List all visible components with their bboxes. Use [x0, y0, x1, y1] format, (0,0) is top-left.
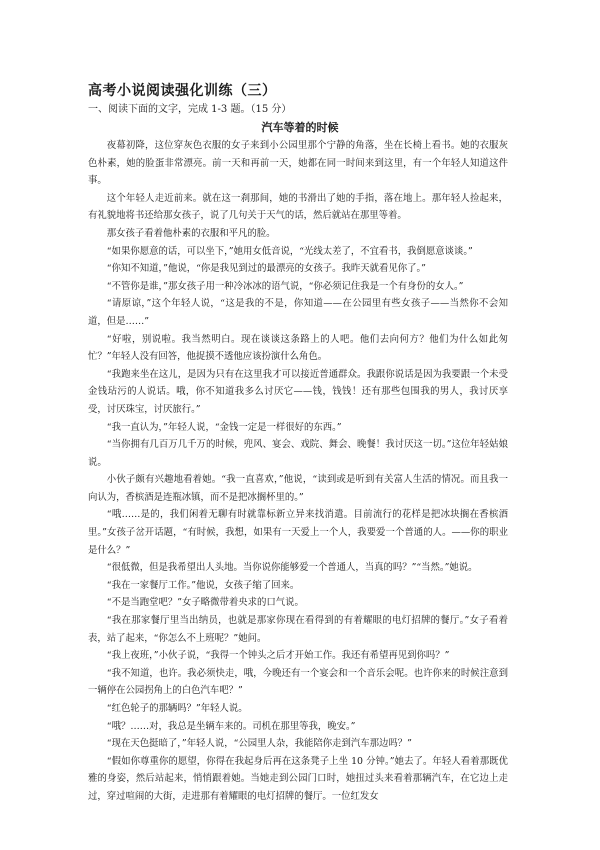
paragraph: 小伙子颇有兴趣地看着她。“我一直喜欢，”他说，“读到或是听到有关富人生活的情况。而且我一向认为，香槟酒是连瓶冰镇，而不是把冰搁杯里的。”	[88, 474, 508, 503]
paragraph: “好啦，别说啦。我当然明白。现在谈谈这条路上的人吧。他们去向何方？他们为什么如此匆忙？”年轻人没有回答，他捉摸不透他应该扮演什么角色。	[88, 333, 508, 363]
document-title: 高考小说阅读强化训练（三）	[88, 83, 277, 99]
paragraph: “当你拥有几百万几千万的时候，兜风、宴会、戏院、舞会、晚餐！我讨厌这一切。”这位年轻姑娘说。	[88, 439, 508, 468]
story-body	[88, 137, 508, 806]
paragraph: “红色轮子的那辆吗？”年轻人说。	[106, 703, 248, 714]
paragraph: 夜幕初降，这位穿灰色衣服的女子来到小公园里那个宁静的角落，坐在长椅上看书。她的衣服灰色朴素，她的脸蛋非常漂亮。前一天和再前一天，她都在同一时间来到这里，有一个年轻人知道这件事。	[88, 140, 508, 187]
paragraph: “我在一家餐厅工作。”他说，女孩子缩了回来。	[106, 579, 300, 591]
paragraph: “请原谅，”这个年轻人说，“这是我的不是，你知道——在公园里有些女孩子——当然你不会知道，但是……”	[88, 298, 508, 327]
paragraph: “我跑来坐在这儿，是因为只有在这里我才可以接近普通群众。我跟你说话是因为我要跟一个未受金钱玷污的人说话。哦，你不知道我多么讨厌它——钱，钱钱！还有那些包围我的男人，我讨厌享受，讨厌珠宝，讨厌旅行。”	[88, 368, 508, 415]
paragraph: “很低微，但是我希望出人头地。当你说你能够爱一个普通人，当真的吗？”“当然。”她说。	[106, 562, 478, 574]
paragraph: “你知不知道，”他说，“你是我见到过的最漂亮的女孩子。我昨天就看见你了。”	[106, 263, 426, 275]
paragraph: 这个年轻人走近前来。就在这一刹那间，她的书滑出了她的手指，落在地上。那年轻人捡起来，有礼貌地将书还给那女孩子，说了几句关于天气的话，然后就站在那里等着。	[88, 192, 508, 222]
paragraph: “如果你愿意的话，可以坐下，”她用女低音说，“光线太差了，不宜看书，我倒愿意谈谈。”	[106, 245, 473, 257]
question-instruction: 一、阅读下面的文字，完成 1-3 题。（15 分）	[88, 104, 292, 115]
paragraph: “现在天色挺暗了，”年轻人说，“公园里人杂，我能陪你走到汽车那边吗？”	[106, 738, 412, 750]
paragraph: “我在那家餐厅里当出纳员，也就是那家你现在看得到的有着耀眼的电灯招牌的餐厅。”女子看着表，站了起来，“你怎么不上班呢？”她问。	[88, 615, 508, 644]
paragraph: “不管你是谁，”那女孩子用一种冷冰冰的语气说，“你必须记住我是一个有身份的女人。”	[106, 280, 464, 292]
story-title: 汽车等着的时候	[261, 121, 339, 134]
paragraph: “我不知道，也许。我必须快走，哦，今晚还有一个宴会和一个音乐会呢。也许你来的时候注意到一辆停在公园拐角上的白色汽车吧？”	[88, 667, 508, 697]
paragraph: “我一直认为，”年轻人说，“金钱一定是一样很好的东西。”	[106, 421, 342, 433]
paragraph: “我上夜班，”小伙子说，“我得一个钟头之后才开始工作。我还有希望再见到你吗？”	[106, 650, 450, 662]
paragraph: “哦？……对，我总是坐辆车来的。司机在那里等我，晚安。”	[106, 720, 356, 732]
paragraph: “不是当跑堂吧？”女子略微带着央求的口气说。	[106, 597, 304, 609]
paragraph: “假如你尊重你的愿望，你得在我起身后再在这条凳子上坐 10 分钟。”她去了。年轻人看着那既优雅的身姿，然后站起来，悄悄跟着她。当她走到公园门口时，她扭过头来看着那辆汽车，在它边上走过，穿过喧闹的大街，走进那有着耀眼的电灯招牌的餐厅。一位红发女	[88, 755, 508, 802]
paragraph: 那女孩子看着他朴素的衣服和平凡的脸。	[106, 227, 276, 239]
paragraph: “哦……是的，我们闲着无聊有时就靠标新立异来找消遣。目前流行的花样是把冰块搁在香槟酒里。”女孩子岔开话题，“有时候，我想，如果有一天爱上一个人，我要爱一个普通的人。——你的职业是什么？”	[88, 509, 508, 556]
